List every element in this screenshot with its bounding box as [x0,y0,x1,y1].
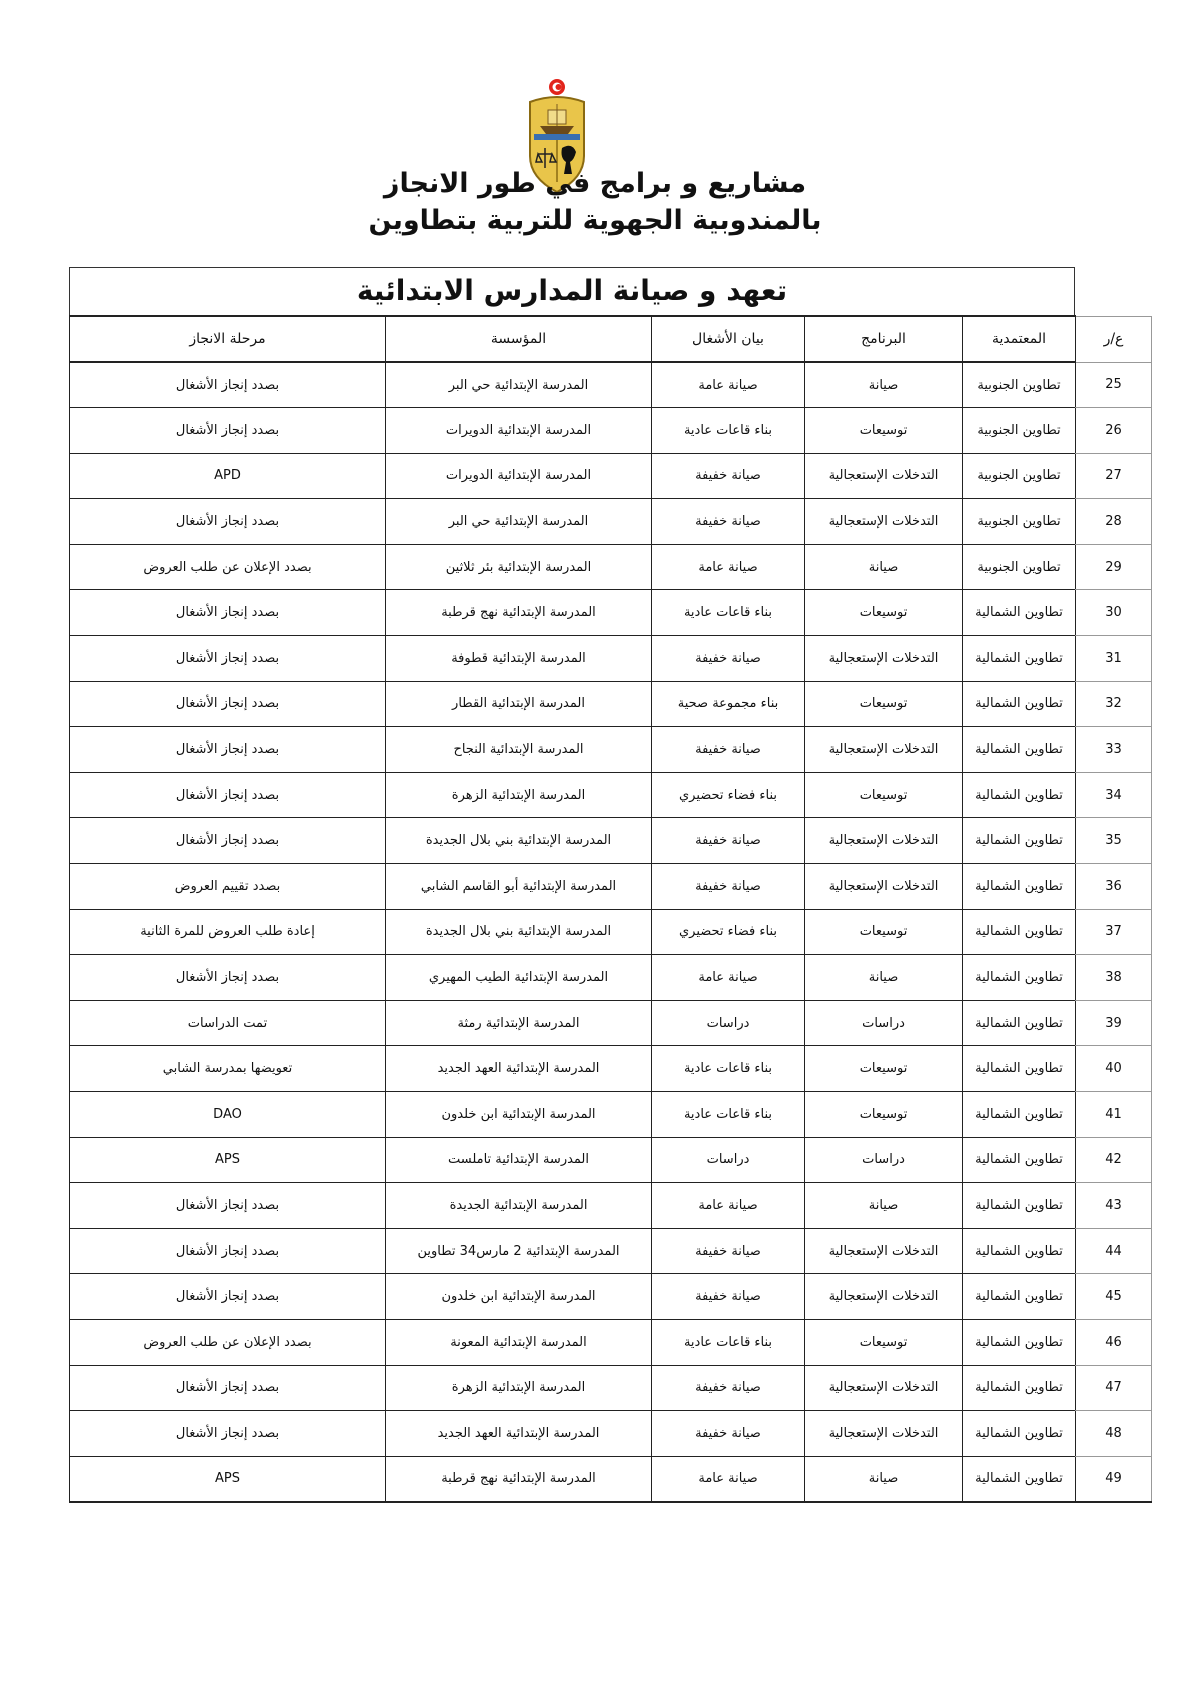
cell-works: صيانة خفيفة [652,499,805,545]
table-row [70,864,1152,910]
cell-institution: المدرسة الإبتدائية نهج قرطبة [386,1456,652,1502]
table-row [70,1046,1152,1092]
cell-stage: تمت الدراسات [70,1000,386,1046]
cell-works: صيانة خفيفة [652,818,805,864]
cell-works: صيانة عامة [652,362,805,408]
table-row [70,590,1152,636]
cell-works: بناء قاعات عادية [652,1046,805,1092]
col-header-works: بيان الأشغال [652,316,805,362]
cell-institution: المدرسة الإبتدائية المعونة [386,1319,652,1365]
cell-institution: المدرسة الإبتدائية القطار [386,681,652,727]
cell-stage: بصدد إنجاز الأشغال [70,636,386,682]
table-row [70,1365,1152,1411]
cell-works: بناء قاعات عادية [652,1319,805,1365]
cell-institution: المدرسة الإبتدائية حي البر [386,362,652,408]
cell-number: 42 [1076,1137,1152,1183]
cell-program: التدخلات الإستعجالية [805,727,963,773]
table-row [70,1228,1152,1274]
cell-number: 28 [1076,499,1152,545]
cell-institution: المدرسة الإبتدائية الدويرات [386,408,652,454]
cell-institution: المدرسة الإبتدائية بني بلال الجديدة [386,909,652,955]
table-row [70,1319,1152,1365]
cell-works: بناء قاعات عادية [652,1092,805,1138]
cell-stage: بصدد الإعلان عن طلب العروض [70,544,386,590]
cell-works: بناء فضاء تحضيري [652,772,805,818]
cell-delegation: تطاوين الشمالية [963,1228,1076,1274]
cell-stage: بصدد إنجاز الأشغال [70,408,386,454]
cell-number: 43 [1076,1183,1152,1229]
cell-program: صيانة [805,544,963,590]
cell-institution: المدرسة الإبتدائية رمثة [386,1000,652,1046]
cell-number: 45 [1076,1274,1152,1320]
cell-delegation: تطاوين الشمالية [963,1092,1076,1138]
cell-program: توسيعات [805,909,963,955]
cell-program: التدخلات الإستعجالية [805,636,963,682]
cell-works: صيانة خفيفة [652,864,805,910]
cell-institution: المدرسة الإبتدائية 2 مارس34 تطاوين [386,1228,652,1274]
cell-number: 48 [1076,1411,1152,1457]
col-header-program: البرنامج [805,316,963,362]
cell-stage: بصدد تقييم العروض [70,864,386,910]
cell-number: 35 [1076,818,1152,864]
cell-number: 47 [1076,1365,1152,1411]
cell-delegation: تطاوين الشمالية [963,909,1076,955]
cell-works: صيانة خفيفة [652,453,805,499]
cell-stage: APS [70,1137,386,1183]
projects-table [69,315,1152,1503]
cell-works: بناء فضاء تحضيري [652,909,805,955]
cell-stage: إعادة طلب العروض للمرة الثانية [70,909,386,955]
table-row [70,727,1152,773]
cell-number: 44 [1076,1228,1152,1274]
cell-stage: APS [70,1456,386,1502]
cell-number: 36 [1076,864,1152,910]
table-row [70,818,1152,864]
cell-program: التدخلات الإستعجالية [805,818,963,864]
cell-stage: بصدد إنجاز الأشغال [70,1274,386,1320]
cell-delegation: تطاوين الشمالية [963,1319,1076,1365]
table-row [70,499,1152,545]
cell-delegation: تطاوين الشمالية [963,1183,1076,1229]
table-row [70,1092,1152,1138]
table-row [70,1456,1152,1502]
cell-delegation: تطاوين الشمالية [963,1456,1076,1502]
cell-works: دراسات [652,1137,805,1183]
table-header-row [70,316,1152,362]
document-heading-line2: بالمندوبية الجهوية للتربية بتطاوين [368,205,822,236]
cell-institution: المدرسة الإبتدائية النجاح [386,727,652,773]
cell-number: 32 [1076,681,1152,727]
table-row [70,453,1152,499]
cell-program: توسيعات [805,772,963,818]
document-heading-line1: مشاريع و برامج في طور الانجاز [383,168,807,199]
table-title: تعهد و صيانة المدارس الابتدائية [69,267,1075,315]
cell-works: صيانة خفيفة [652,636,805,682]
cell-number: 38 [1076,955,1152,1001]
cell-number: 27 [1076,453,1152,499]
cell-number: 46 [1076,1319,1152,1365]
cell-stage: بصدد إنجاز الأشغال [70,1228,386,1274]
cell-works: صيانة خفيفة [652,1365,805,1411]
cell-delegation: تطاوين الشمالية [963,727,1076,773]
cell-stage: بصدد إنجاز الأشغال [70,590,386,636]
cell-stage: بصدد إنجاز الأشغال [70,681,386,727]
cell-number: 41 [1076,1092,1152,1138]
cell-institution: المدرسة الإبتدائية الزهرة [386,1365,652,1411]
cell-institution: المدرسة الإبتدائية الدويرات [386,453,652,499]
table-row [70,636,1152,682]
cell-institution: المدرسة الإبتدائية ابن خلدون [386,1092,652,1138]
table-row [70,909,1152,955]
cell-works: صيانة عامة [652,1183,805,1229]
cell-institution: المدرسة الإبتدائية العهد الجديد [386,1411,652,1457]
cell-program: توسيعات [805,590,963,636]
cell-works: بناء مجموعة صحية [652,681,805,727]
cell-works: بناء قاعات عادية [652,590,805,636]
cell-works: صيانة عامة [652,544,805,590]
cell-stage: بصدد إنجاز الأشغال [70,1411,386,1457]
cell-number: 31 [1076,636,1152,682]
table-row [70,1274,1152,1320]
cell-delegation: تطاوين الشمالية [963,681,1076,727]
table-row [70,772,1152,818]
cell-delegation: تطاوين الشمالية [963,1000,1076,1046]
cell-delegation: تطاوين الجنوبية [963,499,1076,545]
table-row [70,1137,1152,1183]
cell-stage: بصدد إنجاز الأشغال [70,1365,386,1411]
cell-stage: بصدد إنجاز الأشغال [70,362,386,408]
cell-number: 34 [1076,772,1152,818]
cell-program: صيانة [805,362,963,408]
table-row [70,681,1152,727]
table-row [70,1411,1152,1457]
col-header-number: ع/ر [1076,316,1152,362]
table-row [70,1000,1152,1046]
cell-program: دراسات [805,1000,963,1046]
cell-institution: المدرسة الإبتدائية بئر ثلاثين [386,544,652,590]
cell-institution: المدرسة الإبتدائية الطيب المهيري [386,955,652,1001]
cell-number: 49 [1076,1456,1152,1502]
table-row [70,955,1152,1001]
cell-works: صيانة عامة [652,1456,805,1502]
cell-works: صيانة خفيفة [652,1228,805,1274]
cell-program: التدخلات الإستعجالية [805,1274,963,1320]
table-row [70,544,1152,590]
cell-number: 37 [1076,909,1152,955]
cell-number: 33 [1076,727,1152,773]
cell-number: 39 [1076,1000,1152,1046]
cell-program: صيانة [805,1456,963,1502]
cell-delegation: تطاوين الشمالية [963,864,1076,910]
cell-program: توسيعات [805,1046,963,1092]
cell-institution: المدرسة الإبتدائية تاملست [386,1137,652,1183]
cell-works: بناء قاعات عادية [652,408,805,454]
cell-delegation: تطاوين الشمالية [963,955,1076,1001]
cell-number: 29 [1076,544,1152,590]
cell-number: 40 [1076,1046,1152,1092]
cell-stage: بصدد إنجاز الأشغال [70,955,386,1001]
cell-works: صيانة عامة [652,955,805,1001]
cell-program: دراسات [805,1137,963,1183]
cell-stage: بصدد الإعلان عن طلب العروض [70,1319,386,1365]
cell-stage: بصدد إنجاز الأشغال [70,727,386,773]
col-header-stage: مرحلة الانجاز [70,316,386,362]
cell-delegation: تطاوين الشمالية [963,1046,1076,1092]
cell-stage: تعويضها بمدرسة الشابي [70,1046,386,1092]
cell-program: التدخلات الإستعجالية [805,1228,963,1274]
cell-program: توسيعات [805,681,963,727]
cell-delegation: تطاوين الشمالية [963,818,1076,864]
cell-stage: بصدد إنجاز الأشغال [70,499,386,545]
cell-program: التدخلات الإستعجالية [805,1411,963,1457]
cell-institution: المدرسة الإبتدائية العهد الجديد [386,1046,652,1092]
cell-works: صيانة خفيفة [652,1274,805,1320]
col-header-delegation: المعتمدية [963,316,1076,362]
cell-delegation: تطاوين الشمالية [963,1411,1076,1457]
cell-program: توسيعات [805,408,963,454]
cell-works: صيانة خفيفة [652,727,805,773]
cell-stage: APD [70,453,386,499]
cell-works: دراسات [652,1000,805,1046]
cell-delegation: تطاوين الجنوبية [963,362,1076,408]
cell-delegation: تطاوين الجنوبية [963,453,1076,499]
cell-institution: المدرسة الإبتدائية بني بلال الجديدة [386,818,652,864]
cell-program: التدخلات الإستعجالية [805,499,963,545]
cell-stage: بصدد إنجاز الأشغال [70,1183,386,1229]
cell-delegation: تطاوين الشمالية [963,1365,1076,1411]
cell-institution: المدرسة الإبتدائية حي البر [386,499,652,545]
cell-institution: المدرسة الإبتدائية أبو القاسم الشابي [386,864,652,910]
cell-institution: المدرسة الإبتدائية الزهرة [386,772,652,818]
cell-program: صيانة [805,955,963,1001]
cell-works: صيانة خفيفة [652,1411,805,1457]
col-header-institution: المؤسسة [386,316,652,362]
cell-delegation: تطاوين الجنوبية [963,408,1076,454]
cell-institution: المدرسة الإبتدائية قطوفة [386,636,652,682]
cell-delegation: تطاوين الشمالية [963,636,1076,682]
cell-program: توسيعات [805,1319,963,1365]
cell-number: 25 [1076,362,1152,408]
cell-stage: DAO [70,1092,386,1138]
cell-stage: بصدد إنجاز الأشغال [70,772,386,818]
cell-delegation: تطاوين الشمالية [963,590,1076,636]
cell-institution: المدرسة الإبتدائية ابن خلدون [386,1274,652,1320]
cell-number: 26 [1076,408,1152,454]
cell-institution: المدرسة الإبتدائية نهج قرطبة [386,590,652,636]
cell-delegation: تطاوين الجنوبية [963,544,1076,590]
cell-program: التدخلات الإستعجالية [805,1365,963,1411]
cell-delegation: تطاوين الشمالية [963,1137,1076,1183]
table-body [70,362,1152,1502]
cell-program: صيانة [805,1183,963,1229]
cell-delegation: تطاوين الشمالية [963,772,1076,818]
table-row [70,1183,1152,1229]
cell-delegation: تطاوين الشمالية [963,1274,1076,1320]
cell-institution: المدرسة الإبتدائية الجديدة [386,1183,652,1229]
cell-program: توسيعات [805,1092,963,1138]
cell-number: 30 [1076,590,1152,636]
table-row [70,362,1152,408]
cell-program: التدخلات الإستعجالية [805,864,963,910]
cell-stage: بصدد إنجاز الأشغال [70,818,386,864]
table-row [70,408,1152,454]
cell-program: التدخلات الإستعجالية [805,453,963,499]
